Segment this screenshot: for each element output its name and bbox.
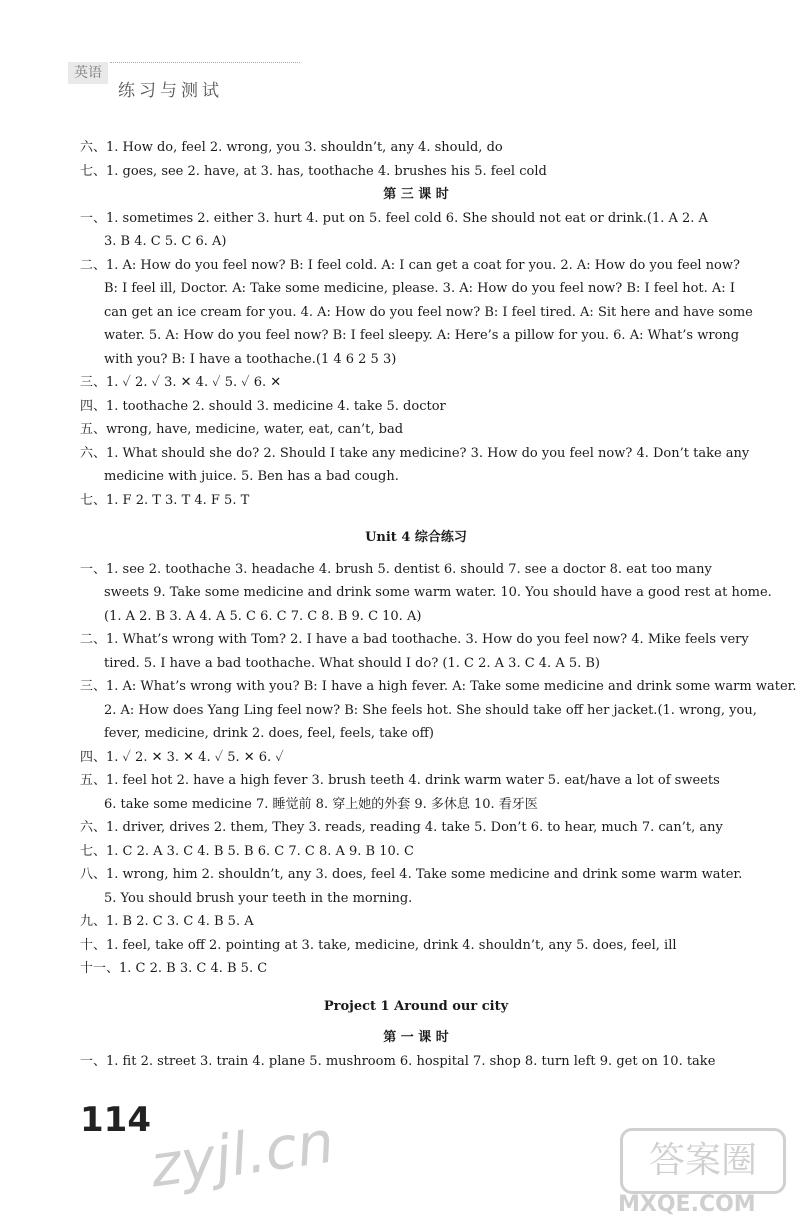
header-divider	[110, 62, 300, 63]
answer-line: 七、1. goes, see 2. have, at 3. has, toothache 4. brushes his 5. feel cold	[80, 163, 547, 179]
answer-line: fever, medicine, drink 2. does, feel, feels, take off)	[104, 726, 434, 741]
answer-line: 六、1. How do, feel 2. wrong, you 3. shouldn’t, any 4. should, do	[80, 140, 503, 155]
answer-line: medicine with juice. 5. Ben has a bad cough.	[104, 469, 399, 484]
answer-line: sweets 9. Take some medicine and drink some warm water. 10. You should have a good rest at home.	[104, 585, 772, 600]
answer-line: with you? B: I have a toothache.(1 4 6 2 5 3)	[104, 351, 397, 367]
answer-line: B: I feel ill, Doctor. A: Take some medicine, please. 3. A: How do you feel now? B: I feel hot. A: I	[104, 281, 735, 296]
page-number: 114	[80, 1100, 151, 1140]
page-header	[68, 62, 368, 102]
answer-line: 一、1. see 2. toothache 3. headache 4. brush 5. dentist 6. should 7. see a doctor 8. eat too many	[80, 561, 712, 577]
answer-line: 一、1. sometimes 2. either 3. hurt 4. put on 5. feel cold 6. She should not eat or drink.(1. A 2. A	[80, 210, 708, 226]
book-title: 练习与测试	[118, 81, 223, 101]
answer-line: 八、1. wrong, him 2. shouldn’t, any 3. does, feel 4. Take some medicine and drink some warm water.	[80, 867, 743, 882]
answer-line: 十、1. feel, take off 2. pointing at 3. take, medicine, drink 4. shouldn’t, any 5. does, feel, ill	[80, 937, 677, 953]
spacer	[80, 550, 752, 558]
answer-line: 六、1. What should she do? 2. Should I take any medicine? 3. How do you feel now? 4. Don’t take any	[80, 445, 750, 461]
spacer	[80, 1018, 752, 1026]
spacer	[80, 512, 752, 526]
spacer	[80, 981, 752, 995]
answer-line: 七、1. C 2. A 3. C 4. B 5. B 6. C 7. C 8. A 9. B 10. C	[80, 843, 414, 859]
answer-line: 六、1. driver, drives 2. them, They 3. reads, reading 4. take 5. Don’t 6. to hear, much 7. can’t, any	[80, 820, 723, 835]
answer-line: 十一、1. C 2. B 3. C 4. B 5. C	[80, 961, 268, 976]
answer-line: can get an ice cream for you. 4. A: How do you feel now? B: I feel tired. A: Sit here and have some	[104, 304, 753, 320]
answer-line: 6. take some medicine 7. 睡觉前 8. 穿上她的外套 9. 多休息 10. 看牙医	[104, 796, 538, 812]
answer-content	[80, 136, 797, 1073]
section-heading: 第 一 课 时	[383, 1030, 449, 1045]
answer-line: 5. You should brush your teeth in the morning.	[104, 890, 413, 906]
section-heading: 第 三 课 时	[383, 187, 449, 202]
answer-line: 四、1. toothache 2. should 3. medicine 4. take 5. doctor	[80, 398, 446, 414]
answer-line: 三、1. A: What’s wrong with you? B: I have a high fever. A: Take some medicine and drink some warm water.	[80, 679, 797, 694]
answer-line: 七、1. F 2. T 3. T 4. F 5. T	[80, 492, 250, 508]
answer-line: (1. A 2. B 3. A 4. A 5. C 6. C 7. C 8. B 9. C 10. A)	[104, 608, 422, 624]
answer-line: 一、1. fit 2. street 3. train 4. plane 5. mushroom 6. hospital 7. shop 8. turn left 9. get on 10. take	[80, 1053, 716, 1069]
answer-line: 二、1. What’s wrong with Tom? 2. I have a bad toothache. 3. How do you feel now? 4. Mike feels very	[80, 632, 749, 647]
answer-line: 三、1. ✓ 2. ✓ 3. ✕ 4. ✓ 5. ✓ 6. ✕	[80, 375, 282, 390]
answer-line: 二、1. A: How do you feel now? B: I feel cold. A: I can get a coat for you. 2. A: How do you feel now?	[80, 257, 740, 273]
watermark-left: zyjl.cn	[146, 1107, 338, 1201]
answer-line: 五、wrong, have, medicine, water, eat, can’t, bad	[80, 422, 404, 437]
answer-line: 3. B 4. C 5. C 6. A)	[104, 234, 227, 249]
answer-line: 四、1. ✓ 2. ✕ 3. ✕ 4. ✓ 5. ✕ 6. ✓	[80, 749, 284, 765]
section-heading: Project 1 Around our city	[323, 998, 509, 1014]
answer-line: water. 5. A: How do you feel now? B: I feel sleepy. A: Here’s a pillow for you. 6. A: What’s wrong	[104, 328, 740, 343]
watermark-url: MXQE.COM	[618, 1192, 756, 1217]
watermark-logo: 答案圈	[620, 1128, 786, 1194]
answer-line: tired. 5. I have a bad toothache. What should I do? (1. C 2. A 3. C 4. A 5. B)	[104, 655, 601, 671]
answer-line: 五、1. feel hot 2. have a high fever 3. brush teeth 4. drink warm water 5. eat/have a lot of sweets	[80, 773, 720, 788]
section-heading: Unit 4 综合练习	[365, 530, 467, 545]
answer-line: 2. A: How does Yang Ling feel now? B: She feels hot. She should take off her jacket.(1. wrong, you,	[104, 702, 757, 718]
subject-tag: 英语	[68, 62, 108, 84]
answer-line: 九、1. B 2. C 3. C 4. B 5. A	[80, 914, 254, 929]
